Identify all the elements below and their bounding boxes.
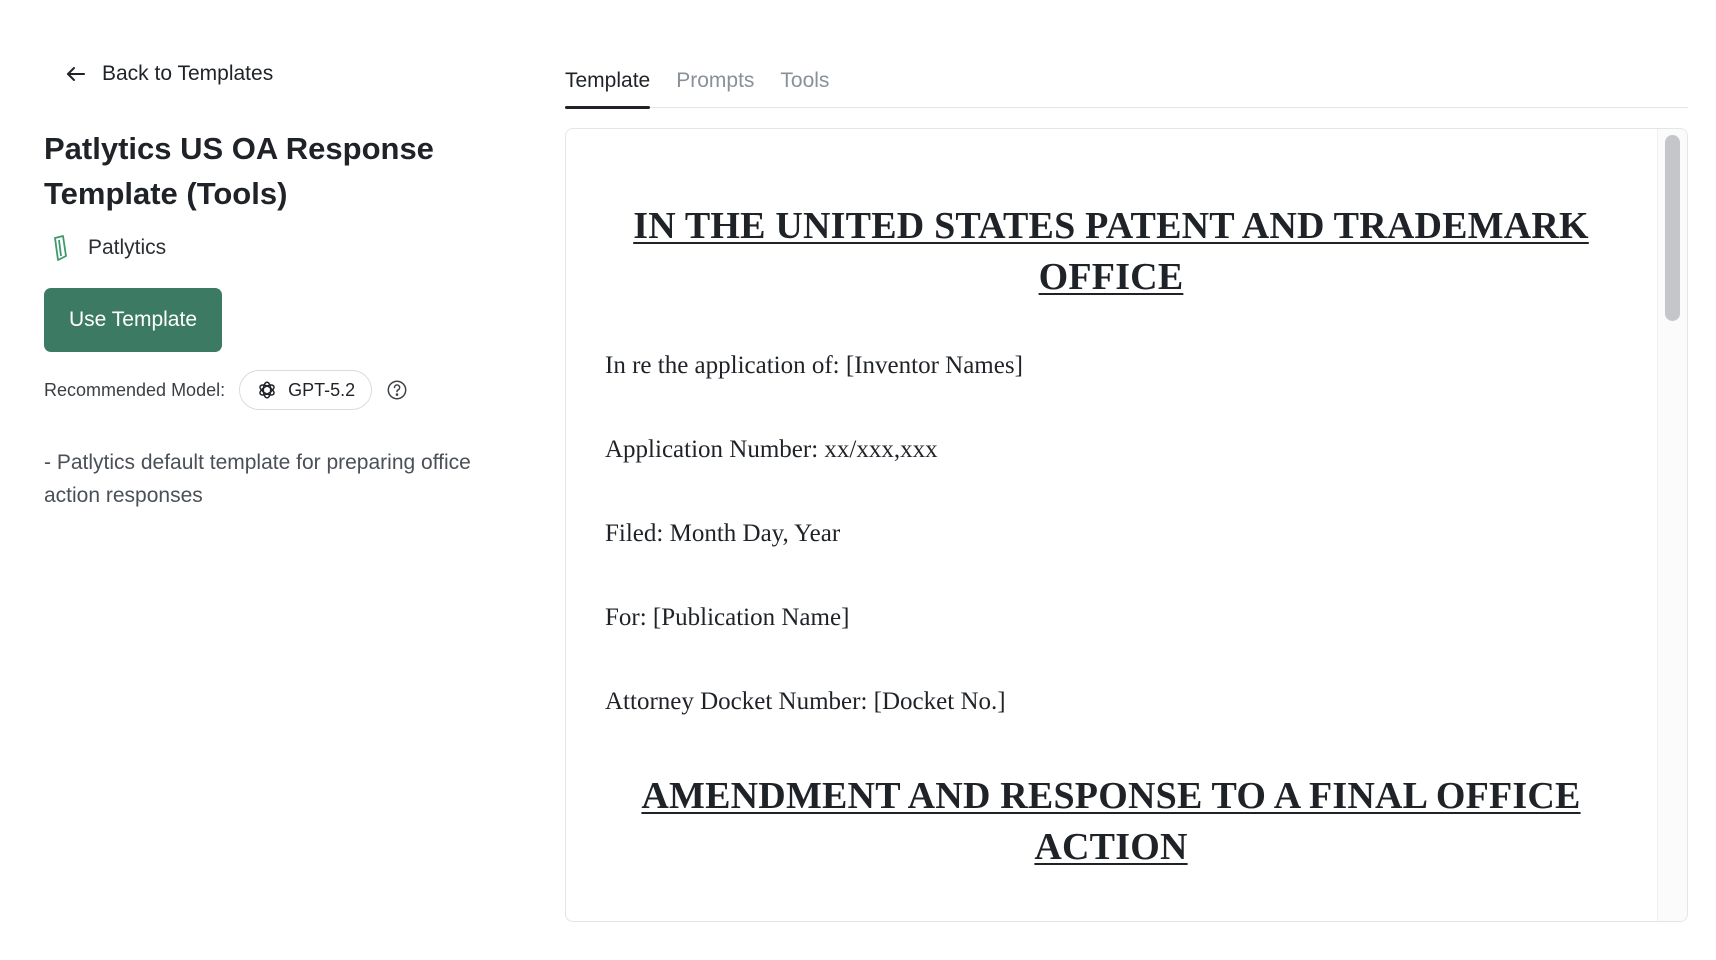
patlytics-logo-icon xyxy=(48,234,72,262)
use-template-button[interactable]: Use Template xyxy=(44,288,222,352)
document-line-application-number: Application Number: xx/xxx,xxx xyxy=(605,436,938,463)
model-chip[interactable] xyxy=(239,370,372,410)
recommended-model-label: Recommended Model: xyxy=(44,379,226,400)
back-to-templates-link[interactable] xyxy=(64,56,273,92)
tab-prompts[interactable]: Prompts xyxy=(676,69,755,92)
question-circle-icon[interactable] xyxy=(386,379,408,401)
template-title: Patlytics US OA Response Template (Tools) xyxy=(44,131,434,211)
template-tabs xyxy=(565,54,1688,108)
back-link-label: Back to Templates xyxy=(102,62,274,85)
document-scrollbar[interactable] xyxy=(1657,129,1687,921)
document-line-publication: For: [Publication Name] xyxy=(605,604,850,631)
scrollbar-thumb[interactable] xyxy=(1665,135,1680,321)
owner-name: Patlytics xyxy=(88,236,167,259)
document-heading-amendment: AMENDMENT AND RESPONSE TO A FINAL OFFICE ACTION xyxy=(641,775,1581,868)
template-details-panel xyxy=(44,56,514,512)
arrow-left-icon xyxy=(64,62,88,86)
tab-template[interactable]: Template xyxy=(565,54,650,108)
document-heading-office: IN THE UNITED STATES PATENT AND TRADEMARK OFFICE xyxy=(633,205,1589,298)
model-name: GPT-5.2 xyxy=(288,379,356,400)
template-description: - Patlytics default template for preparing office action responses xyxy=(44,451,471,507)
openai-logo-icon xyxy=(256,379,278,401)
document-line-filed: Filed: Month Day, Year xyxy=(605,520,841,547)
tab-tools[interactable]: Tools xyxy=(780,69,830,92)
document-content xyxy=(566,129,1657,921)
document-preview[interactable] xyxy=(565,128,1688,922)
template-owner xyxy=(44,230,514,266)
document-line-applicant: In re the application of: [Inventor Names] xyxy=(605,352,1023,379)
recommended-model-row xyxy=(44,370,514,410)
document-line-docket: Attorney Docket Number: [Docket No.] xyxy=(605,688,1006,715)
